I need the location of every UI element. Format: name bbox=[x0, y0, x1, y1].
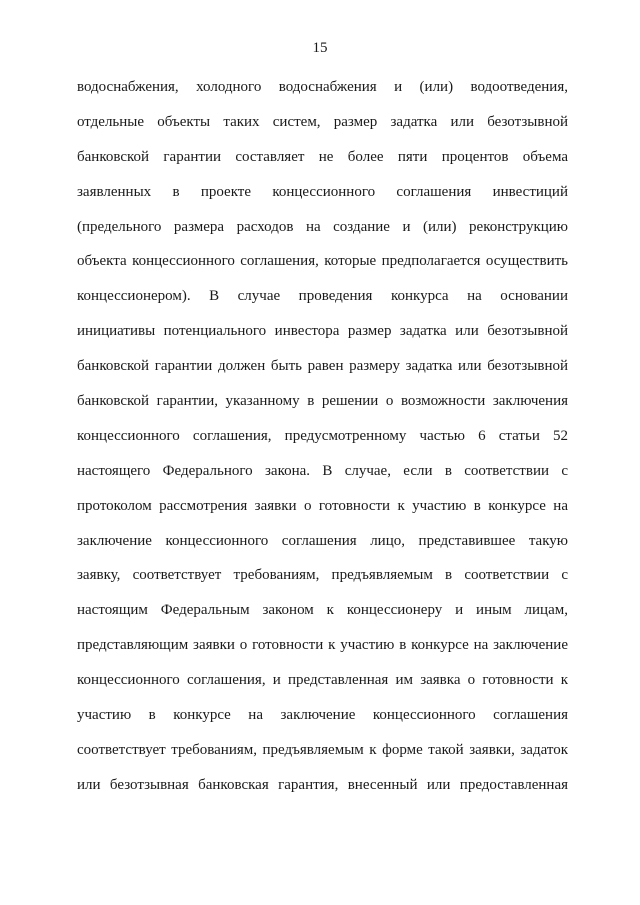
text-line: концессионером). В случае проведения конкурса на основании bbox=[77, 288, 568, 305]
text-line: банковской гарантии составляет не более пяти процентов объема bbox=[77, 148, 568, 165]
text-line: банковской гарантии должен быть равен размеру задатка или безотзывной bbox=[77, 358, 568, 375]
text-line: концессионного соглашения, и представленная им заявка о готовности к bbox=[77, 672, 568, 689]
text-line: заявленных в проекте концессионного соглашения инвестиций bbox=[77, 183, 568, 200]
text-line: заключение концессионного соглашения лицо, представившее такую bbox=[77, 532, 568, 549]
text-line: заявку, соответствует требованиям, предъявляемым в соответствии с bbox=[77, 567, 568, 584]
text-line: настоящего Федерального закона. В случае, если в соответствии с bbox=[77, 462, 568, 479]
text-line: или безотзывная банковская гарантия, внесенный или предоставленная bbox=[77, 776, 568, 793]
text-line: (предельного размера расходов на создание и (или) реконструкцию bbox=[77, 218, 568, 235]
page-number: 15 bbox=[312, 40, 328, 56]
text-line: соответствует требованиям, предъявляемым к форме такой заявки, задаток bbox=[77, 741, 568, 758]
text-line: концессионного соглашения, предусмотренному частью 6 статьи 52 bbox=[77, 427, 568, 444]
text-line: водоснабжения, холодного водоснабжения и (или) водоотведения, bbox=[77, 79, 568, 95]
text-line: настоящим Федеральным законом к концессионеру и иным лицам, bbox=[77, 602, 568, 619]
text-line: протоколом рассмотрения заявки о готовности к участию в конкурсе на bbox=[77, 497, 568, 514]
body-text bbox=[77, 70, 568, 803]
text-line: банковской гарантии, указанному в решении о возможности заключения bbox=[77, 393, 568, 410]
text-line: отдельные объекты таких систем, размер задатка или безотзывной bbox=[77, 113, 568, 130]
text-line: инициативы потенциального инвестора размер задатка или безотзывной bbox=[77, 323, 568, 340]
text-line: представляющим заявки о готовности к участию в конкурсе на заключение bbox=[77, 637, 568, 654]
text-line: объекта концессионного соглашения, которые предполагается осуществить bbox=[77, 253, 568, 270]
text-line: участию в конкурсе на заключение концессионного соглашения bbox=[77, 707, 568, 724]
